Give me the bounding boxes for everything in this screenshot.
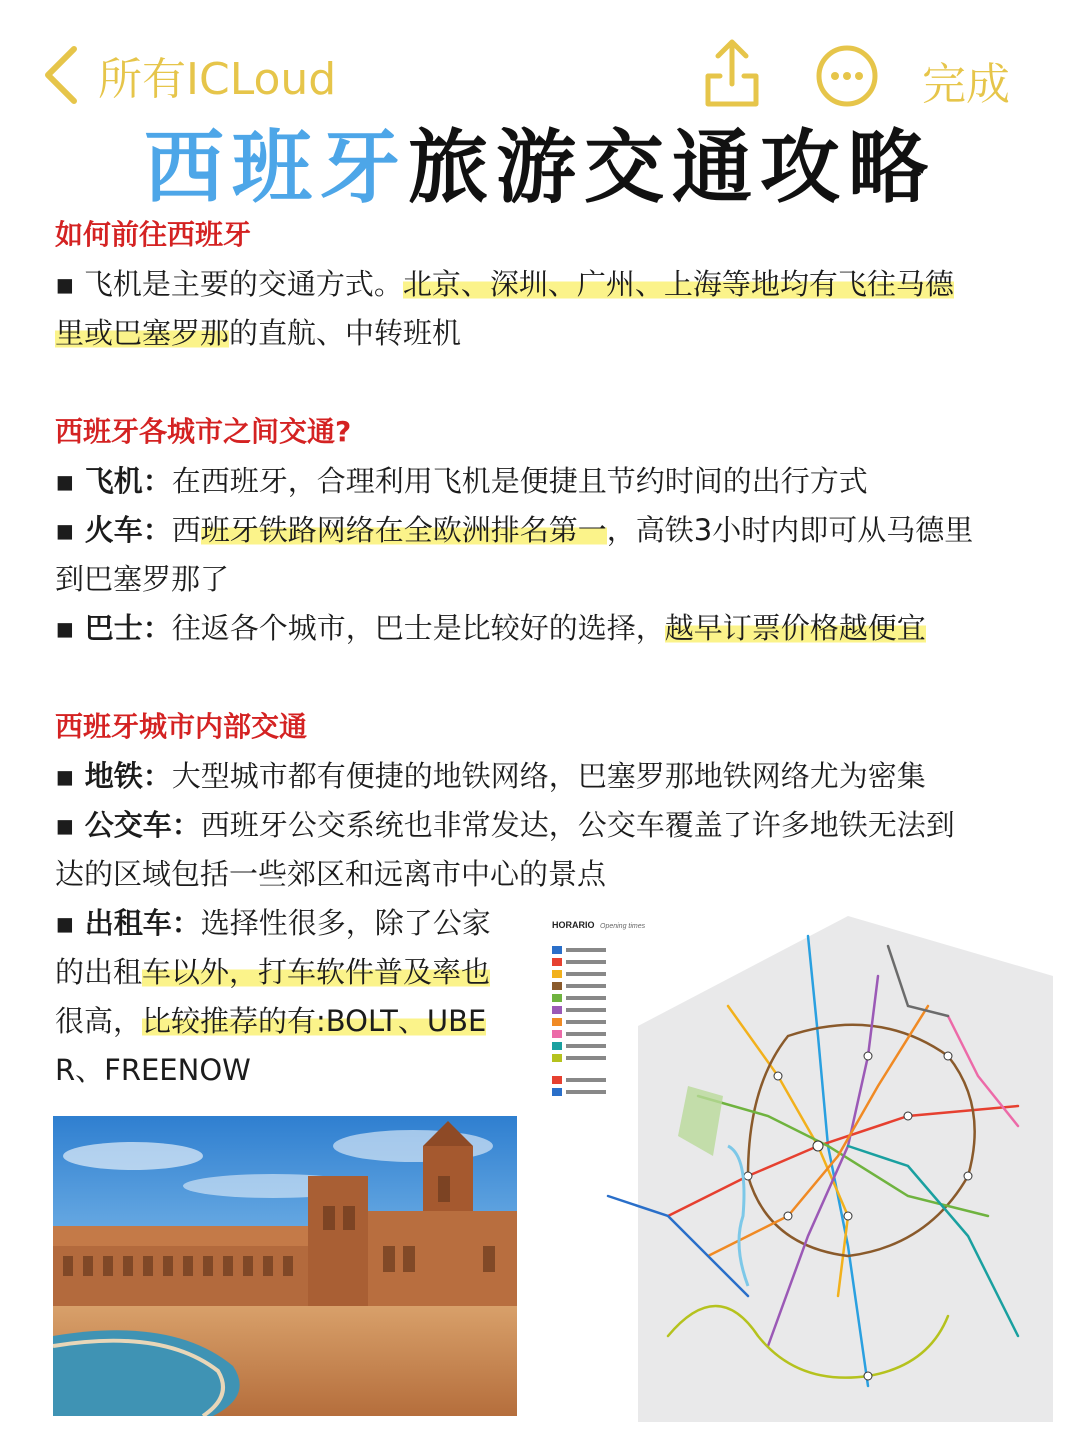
highlighted-text: 越早订票价格越便宜 — [664, 611, 926, 645]
text-segment: 大型城市都有便捷的地铁网络，巴塞罗那地铁网络尤为密集 — [171, 759, 926, 793]
item-label: ▪ 地铁： — [55, 759, 172, 793]
back-label: 所有ICLoud — [98, 54, 337, 105]
text-segment: 达的区域包括一些郊区和远离市中心的景点 — [55, 857, 607, 891]
text-segment: R、FREENOW — [55, 1053, 251, 1087]
list-item — [55, 506, 1040, 555]
metro-map-image — [548, 916, 1053, 1422]
section-heading-2: 西班牙各城市之间交通? — [55, 415, 352, 448]
list-item — [55, 752, 1040, 801]
text-segment: 往返各个城市，巴士是比较好的选择， — [171, 611, 665, 645]
title-highlight: 西班牙 — [144, 121, 408, 214]
highlighted-text: 里或巴塞罗那 — [55, 316, 230, 350]
list-item-continued — [55, 850, 1040, 899]
page-title — [0, 120, 1080, 216]
share-icon[interactable] — [700, 36, 764, 110]
highlighted-text: 车以外，打车软件普及率也 — [142, 955, 491, 989]
item-label: ▪ 公交车： — [55, 808, 201, 842]
item-label: ▪ 巴士： — [55, 611, 172, 645]
text-segment: ▪ 飞机是主要的交通方式。 — [55, 267, 403, 301]
metro-header: HORARIO — [552, 920, 595, 930]
text-segment: ，高铁3小时内即可从马德里 — [606, 513, 974, 547]
highlighted-text: 班牙铁路网络在全欧洲排名第一 — [200, 513, 607, 547]
list-item — [55, 604, 1040, 653]
text-segment: 选择性很多，除了公家 — [200, 906, 491, 940]
text-segment: 西班牙公交系统也非常发达，公交车覆盖了许多地铁无法到 — [200, 808, 955, 842]
text-segment: 到巴塞罗那了 — [55, 562, 230, 596]
list-item — [55, 457, 1040, 506]
section-heading-1: 如何前往西班牙 — [55, 218, 252, 251]
title-main: 旅游交通攻略 — [408, 121, 936, 214]
top-bar — [0, 0, 1080, 120]
spacer — [55, 653, 1040, 702]
back-button[interactable] — [40, 40, 336, 110]
done-button[interactable]: 完成 — [922, 59, 1010, 110]
plaza-espana-photo — [53, 1116, 517, 1416]
item-label: ▪ 出租车： — [55, 906, 201, 940]
list-item-continued — [55, 555, 1040, 604]
text-segment: 西 — [171, 513, 201, 547]
paragraph-line — [55, 309, 1040, 358]
chevron-left-icon — [40, 43, 84, 107]
section-heading-3: 西班牙城市内部交通 — [55, 710, 308, 743]
more-options-icon[interactable] — [815, 44, 879, 108]
spacer — [55, 358, 1040, 407]
item-label: ▪ 火车： — [55, 513, 172, 547]
text-segment: 的出租 — [55, 955, 143, 989]
list-item — [55, 801, 1040, 850]
item-label: ▪ 飞机： — [55, 464, 172, 498]
text-segment: 在西班牙，合理利用飞机是便捷且节约时间的出行方式 — [171, 464, 868, 498]
paragraph-line — [55, 260, 1040, 309]
text-segment: 的直航、中转班机 — [229, 316, 462, 350]
highlighted-text: 北京、深圳、广州、上海等地均有飞往马德 — [402, 267, 954, 301]
metro-header-sub: Opening times — [600, 923, 646, 930]
highlighted-text: 比较推荐的有:BOLT、UBE — [142, 1004, 487, 1038]
text-segment: 很高， — [55, 1004, 143, 1038]
taxi-item — [55, 899, 525, 1095]
